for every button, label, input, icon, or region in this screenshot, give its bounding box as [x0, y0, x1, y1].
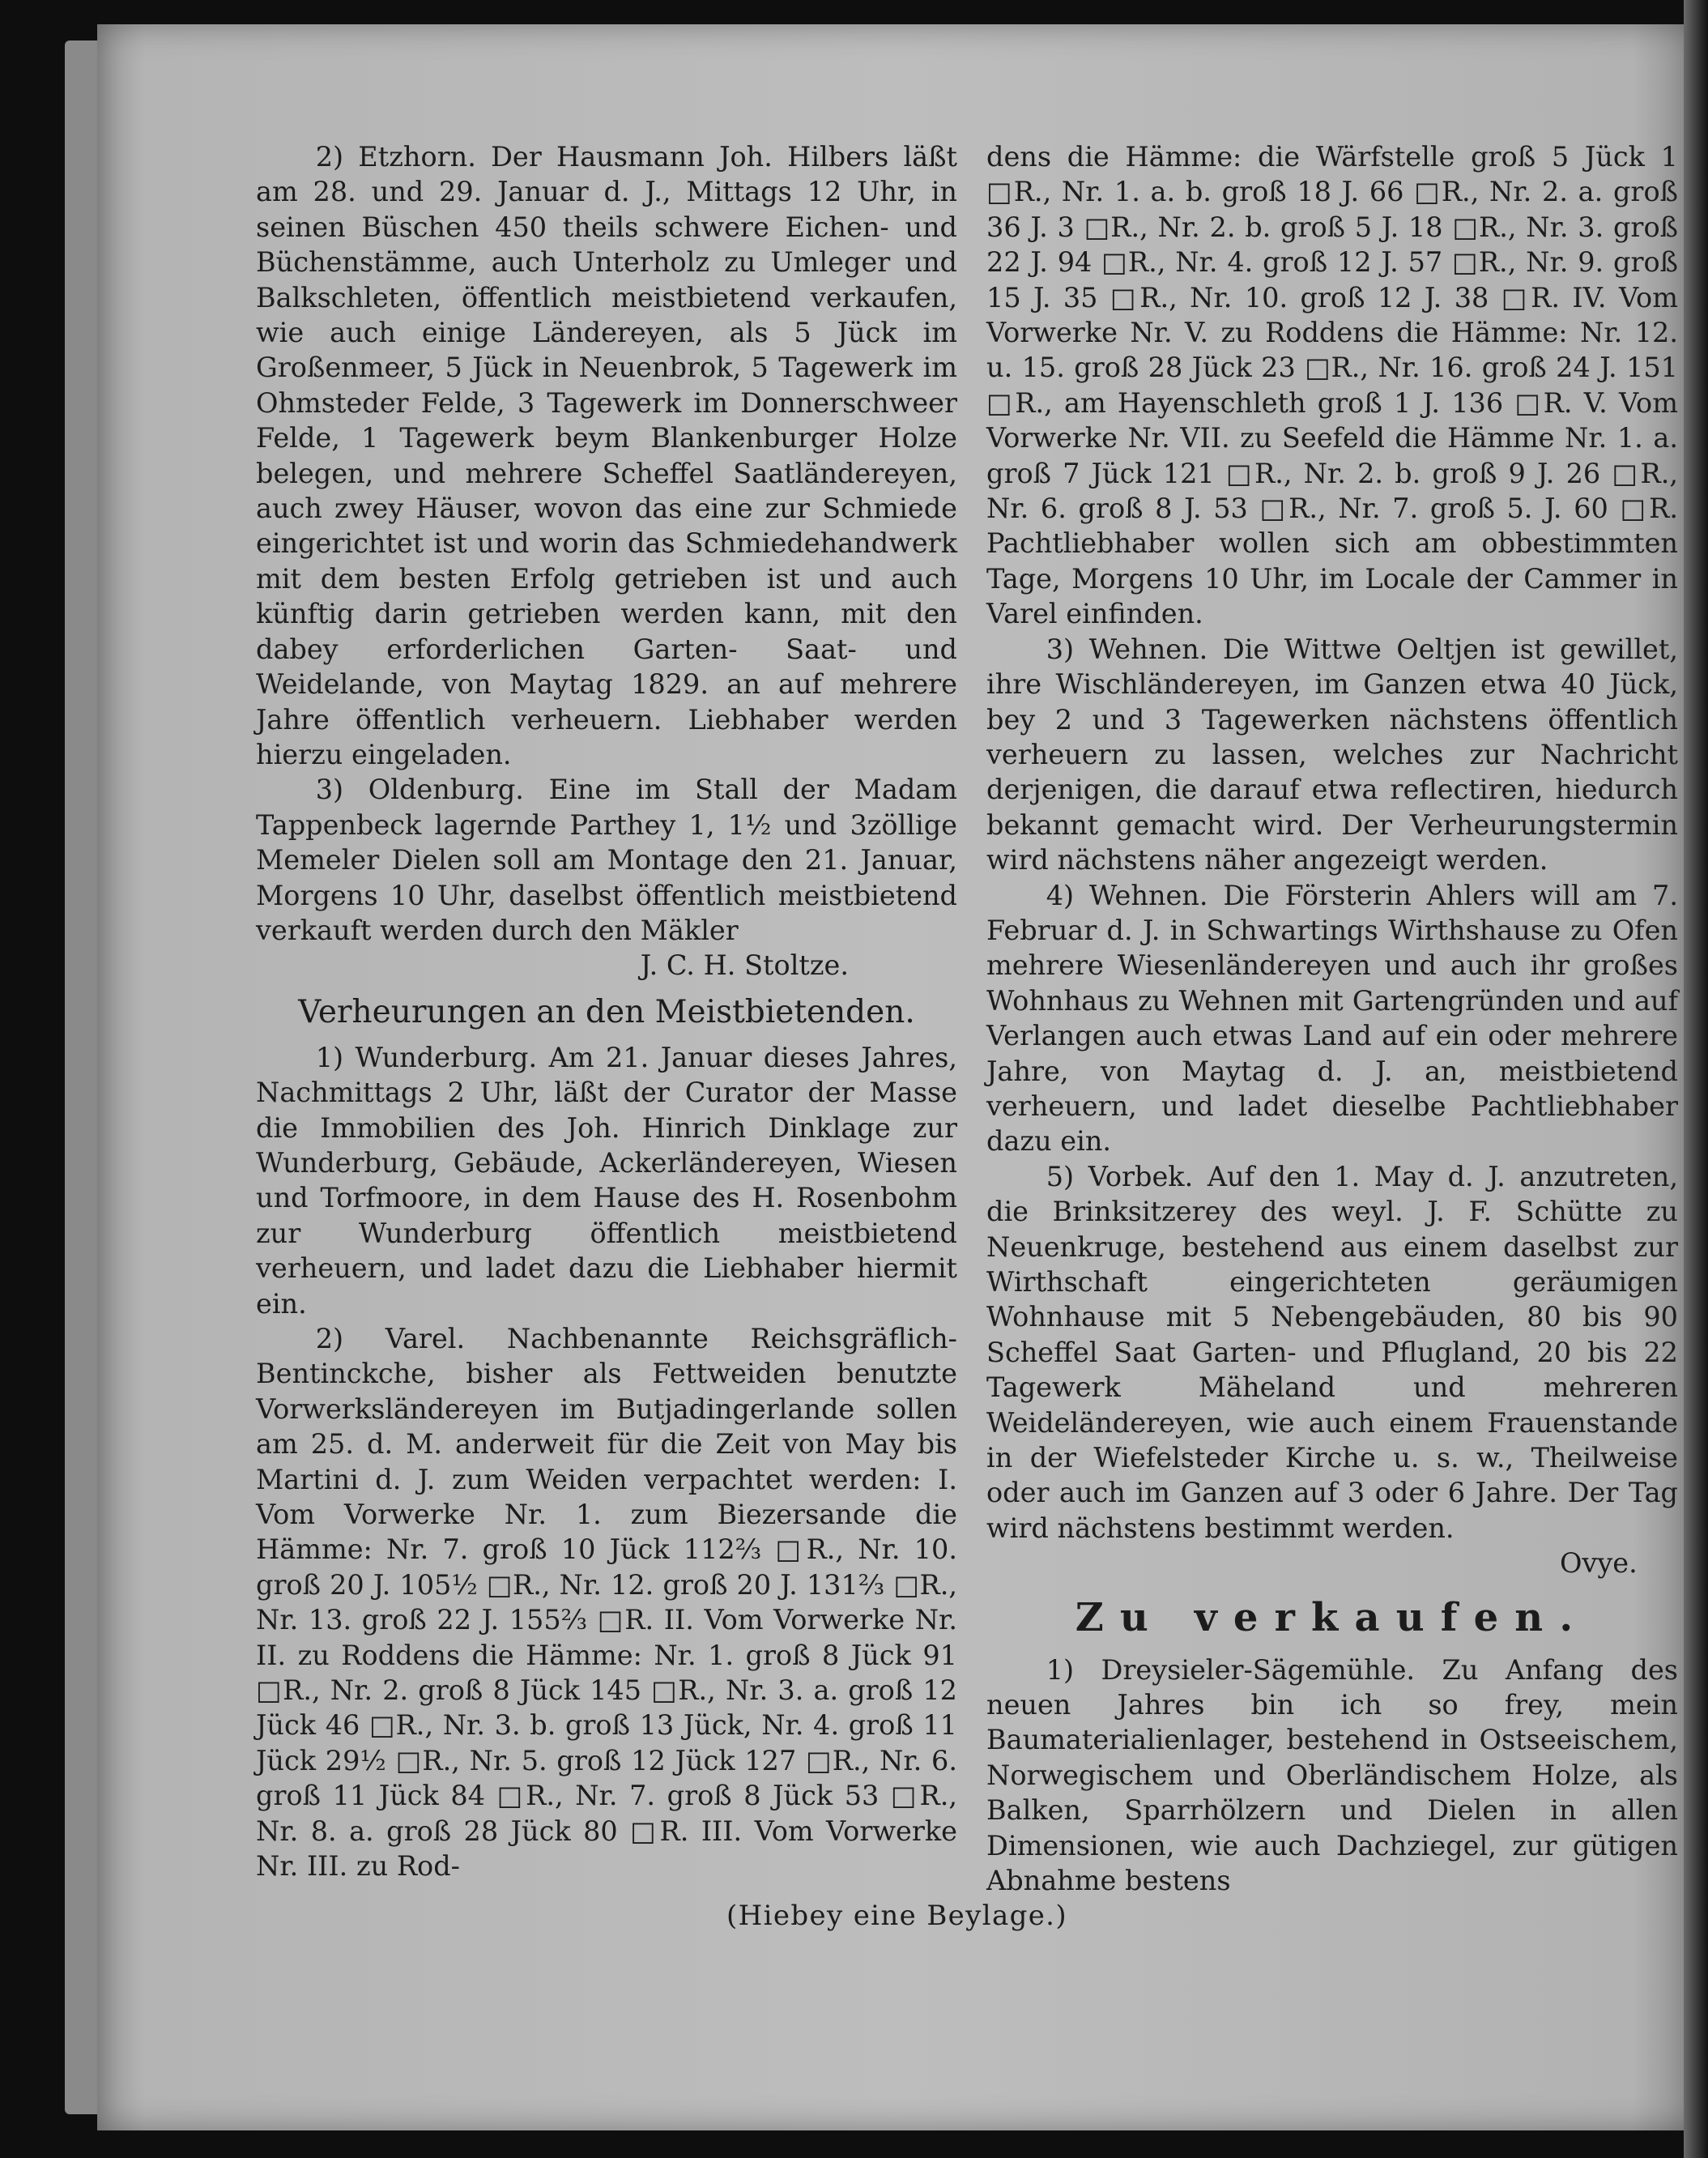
right-column [986, 139, 1678, 1899]
notice-etzhorn: 2) Etzhorn. Der Hausmann Joh. Hilbers läßt am 28. und 29. Januar d. J., Mittags 12 Uhr, in seinen Büschen 450 theils schwere Eichen- und Büchenstämme, auch Unterholz zu Umleger und Balkschleten, öffentlich meistbietend verkaufen, wie auch einige Ländereyen, als 5 Jück im Großenmeer, 5 Jück in Neuenbrok, 5 Tagewerk im Ohmsteder Felde, 3 Tagewerk im Donnerschweer Felde, 1 Tagewerk beym Blankenburger Holze belegen, und mehrere Scheffel Saatländereyen, auch zwey Häuser, wovon das eine zur Schmiede eingerichtet ist und worin das Schmiedehandwerk mit dem besten Erfolg getrieben ist und auch künftig darin getrieben werden kann, mit den dabey erforderlichen Garten- Saat- und Weidelande, von Maytag 1829. an auf mehrere Jahre öffentlich verheuern. Liebhaber werden hierzu eingeladen. [256, 141, 957, 770]
notice-wehnen-ahlers: 4) Wehnen. Die Försterin Ahlers will am 7. Februar d. J. in Schwartings Wirthshause zu Ofen mehrere Wiesenländereyen und auch ihr großes Wohnhaus zu Wehnen mit Gartengründen und auf Verlangen auch etwas Land auf ein oder mehrere Jahre, von Maytag d. J. an, meistbietend verheuern, und ladet dieselbe Pachtliebhaber dazu ein. [986, 879, 1678, 1158]
footer-supplement-note: (Hiebey eine Beylage.) [726, 1900, 1067, 1932]
notice-saegemuehle: 1) Dreysieler-Sägemühle. Zu Anfang des neuen Jahres bin ich so frey, mein Baumaterialienlager, bestehend in Ostseeischem, Norwegischem und Oberländischem Holze, als Balken, Sparrhölzern und Dielen in allen Dimensionen, wie auch Dachziegel, zur gütigen Abnahme bestens [986, 1653, 1678, 1897]
notice-wehnen-oeltjen: 3) Wehnen. Die Wittwe Oeltjen ist gewillet, ihre Wischländereyen, im Ganzen etwa 40 Jück, bey 2 und 3 Tagewerken nächstens öffentlich verheuern zu lassen, welches zur Nachricht derjenigen, die darauf etwa reflectiren, hiedurch bekannt gemacht wird. Der Verheurungstermin wird nächstens näher angezeigt werden. [986, 633, 1678, 876]
binding-shadow [1684, 0, 1708, 2158]
signature-ovye: Ovye. [1559, 1547, 1638, 1580]
notice-varel-continued: dens die Hämme: die Wärfstelle groß 5 Jück 1 □R., Nr. 1. a. b. groß 18 J. 66 □R., Nr. 2. a. groß 36 J. 3 □R., Nr. 2. b. groß 5 J. 18 □R., Nr. 3. groß 22 J. 94 □R., Nr. 4. groß 12 J. 57 □R., Nr. 9. groß 15 J. 35 □R., Nr. 10. groß 12 J. 38 □R. IV. Vom Vorwerke Nr. V. zu Roddens die Hämme: Nr. 12. u. 15. groß 28 Jück 23 □R., Nr. 16. groß 24 J. 151 □R., am Hayenschleth groß 1 J. 136 □R. V. Vom Vorwerke Nr. VII. zu Seefeld die Hämme Nr. 1. a. groß 7 Jück 121 □R., Nr. 2. b. groß 9 J. 26 □R., Nr. 6. groß 8 J. 53 □R., Nr. 7. groß 5. J. 60 □R. Pachtliebhaber wollen sich am obbestimmten Tage, Morgens 10 Uhr, im Locale der Cammer in Varel einfinden. [986, 141, 1678, 630]
notice-oldenburg: 3) Oldenburg. Eine im Stall der Madam Tappenbeck lagernde Parthey 1, 1½ und 3zöllige Memeler Dielen soll am Montage den 21. Januar, Morgens 10 Uhr, daselbst öffentlich meistbietend verkauft werden durch den Mäkler [256, 774, 957, 946]
notice-varel: 2) Varel. Nachbenannte Reichsgräflich-Bentinckche, bisher als Fettweiden benutzte Vorwerksländereyen im Butjadingerlande sollen am 25. d. M. anderweit für die Zeit von May bis Martini d. J. zum Weiden verpachtet werden: I. Vom Vorwerke Nr. 1. zum Biezersande die Hämme: Nr. 7. groß 10 Jück 112⅔ □R., Nr. 10. groß 20 J. 105½ □R., Nr. 12. groß 20 J. 131⅔ □R., Nr. 13. groß 22 J. 155⅔ □R. II. Vom Vorwerke Nr. II. zu Roddens die Hämme: Nr. 1. groß 8 Jück 91 □R., Nr. 2. groß 8 Jück 145 □R., Nr. 3. a. groß 12 Jück 46 □R., Nr. 3. b. groß 13 Jück, Nr. 4. groß 11 Jück 29½ □R., Nr. 5. groß 12 Jück 127 □R., Nr. 6. groß 11 Jück 84 □R., Nr. 7. groß 8 Jück 53 □R., Nr. 8. a. groß 28 Jück 80 □R. III. Vom Vorwerke Nr. III. zu Rod- [256, 1323, 957, 1883]
section-heading-verheurungen: Verheurungen an den Meistbietenden. [298, 993, 915, 1030]
signature-stoltze: J. C. H. Stoltze. [640, 949, 849, 982]
notice-vorbek: 5) Vorbek. Auf den 1. May d. J. anzutreten, die Brinksitzerey des weyl. J. F. Schütte zu Neuenkruge, bestehend aus einem daselbst zur Wirthschaft eingerichteten geräumigen Wohnhause mit 5 Nebengebäuden, 80 bis 90 Scheffel Saat Garten- und Pflugland, 20 bis 22 Tagewerk Mäheland und mehreren Weideländereyen, wie auch einem Frauenstande in der Wiefelsteder Kirche u. s. w., Theilweise oder auch im Ganzen auf 3 oder 6 Jahre. Der Tag wird nächstens bestimmt werden. [986, 1160, 1678, 1544]
left-column [256, 139, 957, 1884]
section-heading-zu-verkaufen: Zu verkaufen. [1075, 1594, 1590, 1640]
notice-wunderburg: 1) Wunderburg. Am 21. Januar dieses Jahres, Nachmittags 2 Uhr, läßt der Curator der Masse die Immobilien des Joh. Hinrich Dinklage zur Wunderburg, Gebäude, Ackerländereyen, Wiesen und Torfmoore, in dem Hause des H. Rosenbohm zur Wunderburg öffentlich meistbietend verheuern, und ladet dazu die Liebhaber hiermit ein. [256, 1041, 957, 1320]
